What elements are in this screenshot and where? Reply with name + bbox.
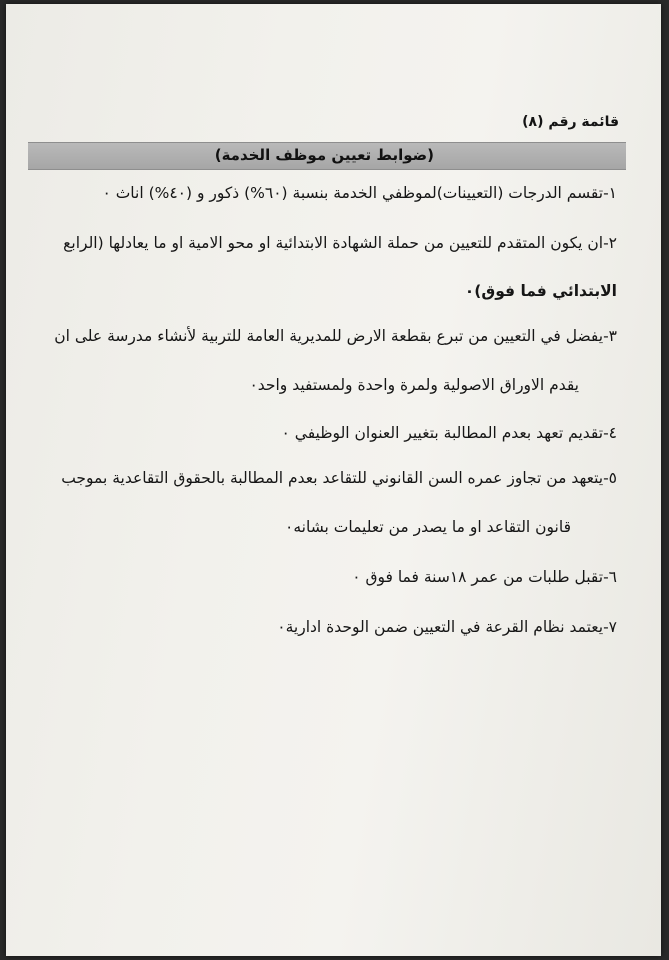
rule-5-continuation: قانون التقاعد او ما يصدر من تعليمات بشانه٠ <box>285 518 571 536</box>
list-number-title: قائمة رقم (٨) <box>522 114 619 130</box>
rule-3-continuation: يقدم الاوراق الاصولية ولمرة واحدة ولمستفيد واحد٠ <box>249 376 579 394</box>
rule-6-line: ٦-تقبل طلبات من عمر ١٨سنة فما فوق ٠ <box>352 568 617 586</box>
heading-banner <box>28 142 626 170</box>
rule-2-line: ٢-ان يكون المتقدم للتعيين من حملة الشهادة الابتدائية او محو الامية او ما يعادلها (الرابع <box>63 234 617 252</box>
rule-7-line: ٧-يعتمد نظام القرعة في التعيين ضمن الوحدة ادارية٠ <box>277 618 617 636</box>
heading-title: (ضوابط تعيين موظف الخدمة) <box>214 146 434 164</box>
rule-4-line: ٤-تقديم تعهد بعدم المطالبة بتغيير العنوان الوظيفي ٠ <box>281 424 617 442</box>
rule-3-line: ٣-يفضل في التعيين من تبرع بقطعة الارض للمديرية العامة للتربية لأنشاء مدرسة على ان <box>54 327 617 345</box>
rule-5-line: ٥-يتعهد من تجاوز عمره السن القانوني للتقاعد بعدم المطالبة بالحقوق التقاعدية بموجب <box>61 469 617 487</box>
rule-2-continuation: الابتدائي فما فوق)٠ <box>464 282 617 300</box>
document-page <box>6 4 661 956</box>
rule-1-line: ١-تقسم الدرجات (التعيينات)لموظفي الخدمة بنسبة (٦٠%) ذكور و (٤٠%) اناث ٠ <box>102 184 617 202</box>
